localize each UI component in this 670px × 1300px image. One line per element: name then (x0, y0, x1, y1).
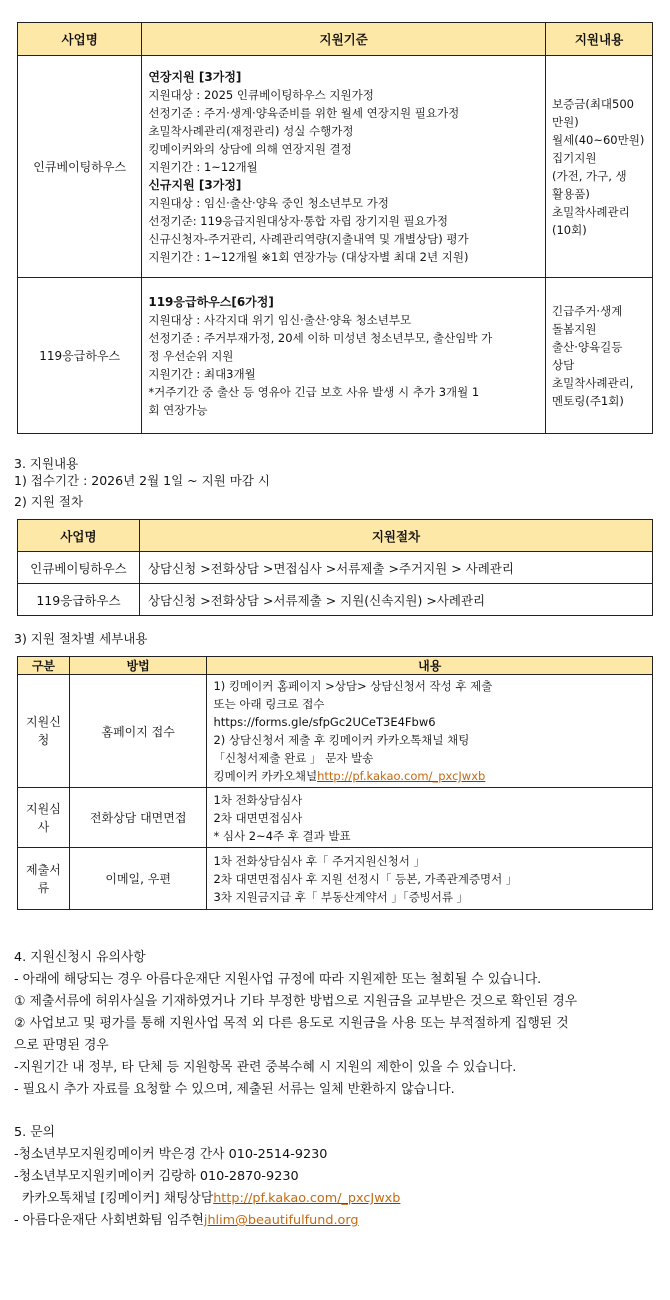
section-4 (14, 947, 662, 1101)
content-line: 멘토링(주1회) (552, 393, 624, 408)
criteria-line: 정 우선순위 지원 (148, 348, 234, 363)
header-project-name: 사업명 (18, 520, 140, 552)
project-name: 119응급하우스 (18, 278, 142, 434)
criteria-line: 지원대상 : 사각지대 위기 임신·출산·양육 청소년부모 (148, 312, 412, 327)
procedure-title: 2) 지원 절차 (14, 494, 84, 509)
kakao-label: 카카오톡채널 [킹메이커] 채팅상담 (22, 1191, 214, 1206)
section-4-title: 4. 지원신청시 유의사항 (14, 950, 146, 965)
criteria-line: 신규신청자-주거관리, 사례관리역량(지출내역 및 개별상담) 평가 (148, 231, 469, 246)
detail-cell (207, 848, 653, 910)
notice-line: -지원기간 내 정부, 타 단체 등 지원항목 관련 중복수혜 시 지원의 제한이 있을 수 있습니다. (14, 1060, 517, 1075)
detail-line: 「신청서제출 완료 」 문자 발송 (213, 751, 374, 765)
content-cell (546, 56, 653, 278)
content-cell (546, 278, 653, 434)
detail-line: 2) 상담신청서 제출 후 킹메이커 카카오톡채널 채팅 (213, 733, 470, 747)
contact-line: -청소년부모지원키메이커 김랑하 010-2870-9230 (14, 1169, 299, 1184)
category-cell: 지원심사 (18, 788, 70, 848)
method-cell: 홈페이지 접수 (69, 675, 207, 788)
detail-line (213, 767, 646, 785)
detail-line: 2차 대면면접심사 후 지원 선정시「 등본, 가족관계증명서 」 (213, 871, 518, 886)
content-line: 상담 (552, 357, 575, 372)
detail-title: 3) 지원 절차별 세부내용 (14, 631, 148, 646)
content-line: (10회) (552, 222, 587, 237)
table-row (18, 675, 653, 788)
method-cell: 이메일, 우편 (69, 848, 207, 910)
criteria-line: 지원대상 : 임신·출산·양육 중인 청소년부모 가정 (148, 195, 389, 210)
detail-line: 1차 전화상담심사 (213, 792, 303, 807)
criteria-line: 초밀착사례관리(재정관리) 성실 수행가정 (148, 123, 354, 138)
criteria-line: 지원기간 : 1~12개월 (148, 159, 258, 174)
criteria-line: 지원기간 : 최대3개월 (148, 366, 256, 381)
project-name: 인큐베이팅하우스 (18, 56, 142, 278)
criteria-cell (142, 278, 546, 434)
detail-line: * 심사 2~4주 후 결과 발표 (213, 828, 351, 843)
header-procedure: 지원절차 (139, 520, 652, 552)
criteria-line: 신규지원 [3가정] (148, 177, 242, 192)
notice-line: ② 사업보고 및 평가를 통해 지원사업 목적 외 다른 용도로 지원금을 사용 또는 부적절하게 집행된 것 (14, 1016, 569, 1031)
criteria-line: 지원기간 : 1~12개월 ※1회 연장가능 (대상자별 최대 2년 지원) (148, 249, 469, 264)
detail-line: 1) 킹메이커 홈페이지 >상담> 상담신청서 작성 후 제출 (213, 679, 493, 693)
section-5 (14, 1122, 662, 1232)
method-cell: 전화상담 대면면접 (69, 788, 207, 848)
table-row (18, 278, 653, 434)
contact-line (14, 1188, 662, 1210)
criteria-line: 킹메이커와의 상담에 의해 연장지원 결정 (148, 141, 352, 156)
header-category: 구분 (18, 657, 70, 675)
detail-line: 3차 지원금지급 후「 부동산계약서 」「증빙서류 」 (213, 889, 469, 904)
category-cell: 지원신청 (18, 675, 70, 788)
content-line: 만원) (552, 114, 579, 129)
notice-line: 으로 판명된 경우 (14, 1038, 109, 1053)
content-line: 집기지원 (552, 150, 597, 165)
detail-cell (207, 675, 653, 788)
contact-line (14, 1210, 662, 1232)
support-criteria-table (17, 22, 653, 434)
criteria-line: 119응급하우스[6가정] (148, 294, 274, 309)
kakao-channel-link[interactable]: http://pf.kakao.com/_pxcJwxb (317, 769, 486, 783)
header-method: 방법 (69, 657, 207, 675)
kakao-channel-link[interactable]: http://pf.kakao.com/_pxcJwxb (213, 1191, 401, 1206)
criteria-line: 회 연장가능 (148, 402, 208, 417)
detail-line: 1차 전화상담심사 후「 주거지원신청서 」 (213, 853, 426, 868)
notice-line: ① 제출서류에 허위사실을 기재하였거나 기타 부정한 방법으로 지원금을 교부받은 것으로 확인된 경우 (14, 994, 578, 1009)
content-line: (가전, 가구, 생 (552, 168, 627, 183)
detail-line: 2차 대면면접심사 (213, 810, 303, 825)
content-line: 초밀착사례관리, (552, 375, 634, 390)
header-criteria: 지원기준 (142, 23, 546, 56)
table-row (18, 552, 653, 584)
content-line: 보증금(최대500 (552, 96, 634, 111)
content-line: 활용품) (552, 186, 590, 201)
criteria-cell (142, 56, 546, 278)
contact-line: -청소년부모지원킹메이커 박은경 간사 010-2514-9230 (14, 1147, 328, 1162)
content-line: 출산·양육길등 (552, 339, 623, 354)
procedure-detail-table (17, 656, 653, 910)
kakao-channel-label: 킹메이커 카카오채널 (213, 769, 318, 783)
criteria-line: 지원대상 : 2025 인큐베이팅하우스 지원가정 (148, 87, 374, 102)
procedure-steps: 상담신청 >전화상담 >면접심사 >서류제출 >주거지원 > 사례관리 (139, 552, 652, 584)
table-row (18, 848, 653, 910)
section-5-title: 5. 문의 (14, 1125, 56, 1140)
detail-line: 또는 아래 링크로 접수 (213, 697, 325, 711)
notice-line: - 아래에 해당되는 경우 아름다운재단 지원사업 규정에 따라 지원제한 또는 철회될 수 있습니다. (14, 972, 542, 987)
header-content: 지원내용 (546, 23, 653, 56)
procedure-table (17, 519, 653, 616)
procedure-steps: 상담신청 >전화상담 >서류제출 > 지원(신속지원) >사례관리 (139, 584, 652, 616)
content-line: 월세(40~60만원) (552, 132, 645, 147)
contact-label: - 아름다운재단 사회변화팀 임주현 (14, 1213, 204, 1228)
content-line: 초밀착사례관리 (552, 204, 630, 219)
criteria-line: 선정기준 : 주거·생계·양육준비를 위한 월세 연장지원 필요가정 (148, 105, 460, 120)
table-row (18, 56, 653, 278)
project-name: 인큐베이팅하우스 (18, 552, 140, 584)
criteria-line: 연장지원 [3가정] (148, 69, 242, 84)
criteria-line: *거주기간 중 출산 등 영유아 긴급 보호 사유 발생 시 추가 3개월 1 (148, 384, 480, 399)
criteria-line: 선정기준: 119응급지원대상자·통합 자립 장기지원 필요가정 (148, 213, 448, 228)
detail-line: https://forms.gle/sfpGc2UCeT3E4Fbw6 (213, 715, 436, 729)
content-line: 긴급주거·생계 (552, 303, 623, 318)
header-detail: 내용 (207, 657, 653, 675)
section-3-title: 3. 지원내용 (14, 456, 79, 471)
notice-line: - 필요시 추가 자료를 요청할 수 있으며, 제출된 서류는 일체 반환하지 않습니다. (14, 1082, 455, 1097)
category-cell: 제출서류 (18, 848, 70, 910)
table-row (18, 584, 653, 616)
detail-cell (207, 788, 653, 848)
content-line: 돌봄지원 (552, 321, 597, 336)
header-project-name: 사업명 (18, 23, 142, 56)
application-period: 1) 접수기간 : 2026년 2월 1일 ~ 지원 마감 시 (14, 473, 270, 488)
email-link[interactable]: jhlim@beautifulfund.org (203, 1213, 359, 1228)
table-row (18, 788, 653, 848)
project-name: 119응급하우스 (18, 584, 140, 616)
criteria-line: 선정기준 : 주거부재가정, 20세 이하 미성년 청소년부모, 출산임박 가 (148, 330, 493, 345)
